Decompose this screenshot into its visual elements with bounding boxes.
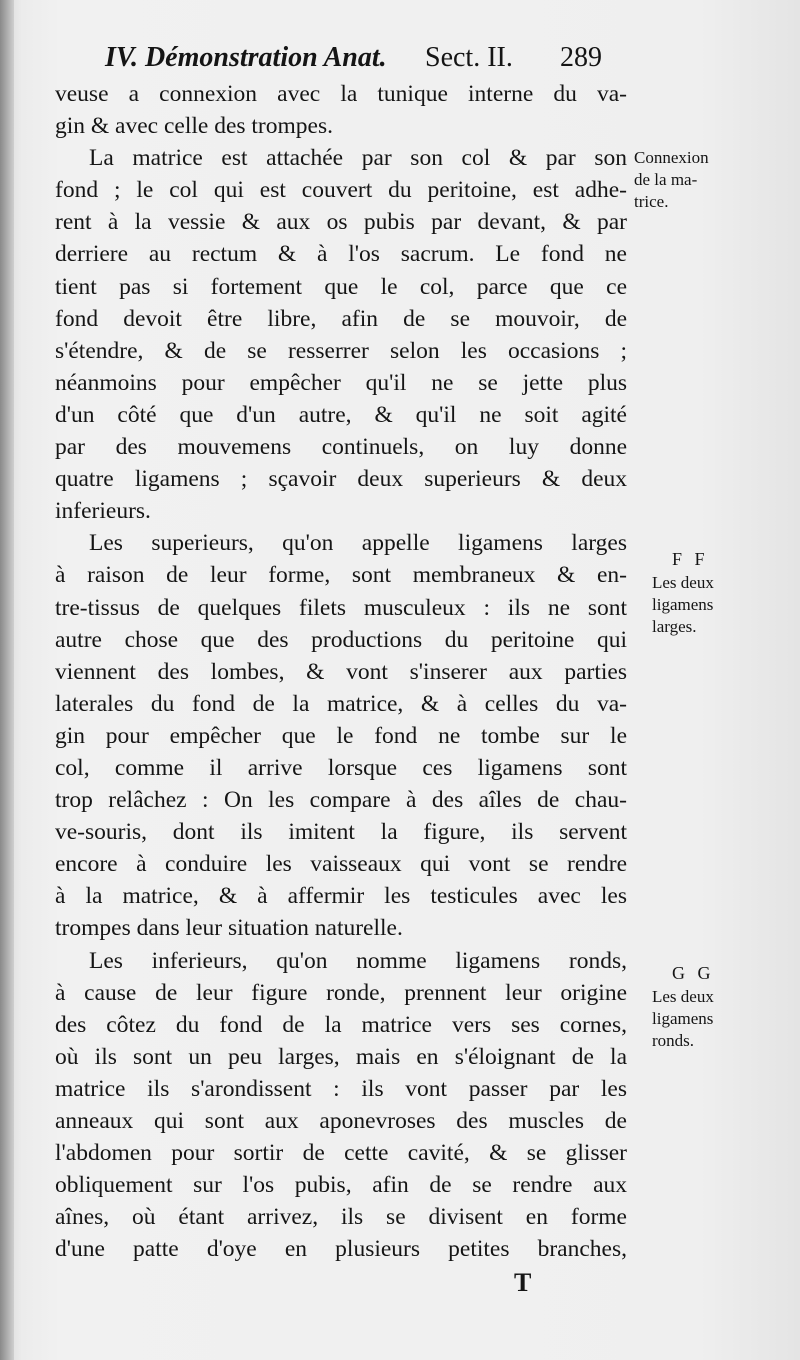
text-line: par des mouvemens continuels, on luy donne	[55, 434, 627, 461]
text-line: s'étendre, & de se resserrer selon les occasions ;	[55, 337, 627, 364]
margin-note-line: trice.	[634, 192, 669, 211]
margin-note-line: ligamens	[652, 595, 714, 614]
section-label: Sect. II.	[425, 42, 513, 73]
text-line: autre chose que des productions du peritoine qui	[55, 626, 627, 653]
text-line: trompes dans leur situation naturelle.	[55, 915, 403, 942]
text-line: à raison de leur forme, sont membraneux & en-	[55, 562, 627, 589]
margin-note-line: de la ma-	[634, 170, 698, 189]
text-line: d'un côté que d'un autre, & qu'il ne soit agité	[55, 401, 627, 428]
text-line: des côtez du fond de la matrice vers ses cornes,	[55, 1011, 627, 1038]
text-line: tre-tissus de quelques filets musculeux : ils ne sont	[55, 594, 627, 621]
text-line: rent à la vessie & aux os pubis par devant, & par	[55, 209, 627, 236]
text-line: d'une patte d'oye en plusieurs petites branches,	[55, 1236, 627, 1263]
margin-note-line: ronds.	[652, 1031, 695, 1050]
text-line: néanmoins pour empêcher qu'il ne se jette plus	[55, 369, 627, 396]
text-line: Les inferieurs, qu'on nomme ligamens ronds,	[89, 947, 627, 974]
margin-note-line: Connexion	[634, 148, 709, 167]
text-line: tient pas si fortement que le col, parce que ce	[55, 273, 627, 300]
text-line: obliquement sur l'os pubis, afin de se rendre aux	[55, 1172, 627, 1199]
page-gutter-shadow	[0, 0, 14, 1360]
text-line: à cause de leur figure ronde, prennent leur origine	[55, 979, 627, 1006]
text-line: encore à conduire les vaisseaux qui vont se rendre	[55, 851, 627, 878]
text-line: inferieurs.	[55, 498, 151, 525]
margin-note-ligamens-ronds	[652, 962, 715, 1052]
text-line: laterales du fond de la matrice, & à celles du va-	[55, 690, 627, 717]
running-header	[105, 38, 625, 78]
text-line: ve-souris, dont ils imitent la figure, ils servent	[55, 819, 627, 846]
text-line: gin pour empêcher que le fond ne tombe sur le	[55, 722, 627, 749]
text-line: matrice ils s'arondissent : ils vont passer par les	[55, 1075, 627, 1102]
catchword: T	[514, 1268, 532, 1297]
text-line: La matrice est attachée par son col & par son	[89, 145, 627, 172]
text-line: aînes, où étant arrivez, ils se divisent en forme	[55, 1204, 627, 1231]
margin-note-ref: F F	[672, 549, 709, 569]
margin-note-line: larges.	[652, 617, 697, 636]
text-line: fond ; le col qui est couvert du peritoine, est adhe-	[55, 177, 627, 204]
margin-note-ligamens-larges	[652, 548, 714, 638]
margin-note-line: Les deux	[652, 573, 714, 592]
text-line: trop relâchez : On les compare à des aîles de chau-	[55, 787, 627, 814]
text-line: col, comme il arrive lorsque ces ligamens sont	[55, 754, 627, 781]
running-title: IV. Démonstration Anat.	[105, 42, 387, 73]
text-line: quatre ligamens ; sçavoir deux superieurs & deux	[55, 466, 627, 493]
margin-note-connexion	[634, 147, 709, 213]
margin-note-line: Les deux	[652, 987, 714, 1006]
page-number: 289	[560, 42, 602, 73]
text-line: à la matrice, & à affermir les testicules avec les	[55, 883, 627, 910]
text-line: gin & avec celle des trompes.	[55, 113, 333, 140]
text-line: où ils sont un peu larges, mais en s'éloignant de la	[55, 1043, 627, 1070]
margin-note-ref: G G	[672, 963, 715, 983]
text-line: Les superieurs, qu'on appelle ligamens larges	[89, 530, 627, 557]
text-line: anneaux qui sont aux aponevroses des muscles de	[55, 1108, 627, 1134]
text-line: fond devoit être libre, afin de se mouvoir, de	[55, 305, 627, 332]
text-line: veuse a connexion avec la tunique interne du va-	[55, 81, 627, 107]
text-line: derriere au rectum & à l'os sacrum. Le fond ne	[55, 241, 627, 268]
margin-note-line: ligamens	[652, 1009, 714, 1028]
main-text	[55, 78, 627, 1265]
text-line: l'abdomen pour sortir de cette cavité, & se glisser	[55, 1140, 627, 1167]
text-line: viennent des lombes, & vont s'inserer aux parties	[55, 658, 627, 685]
